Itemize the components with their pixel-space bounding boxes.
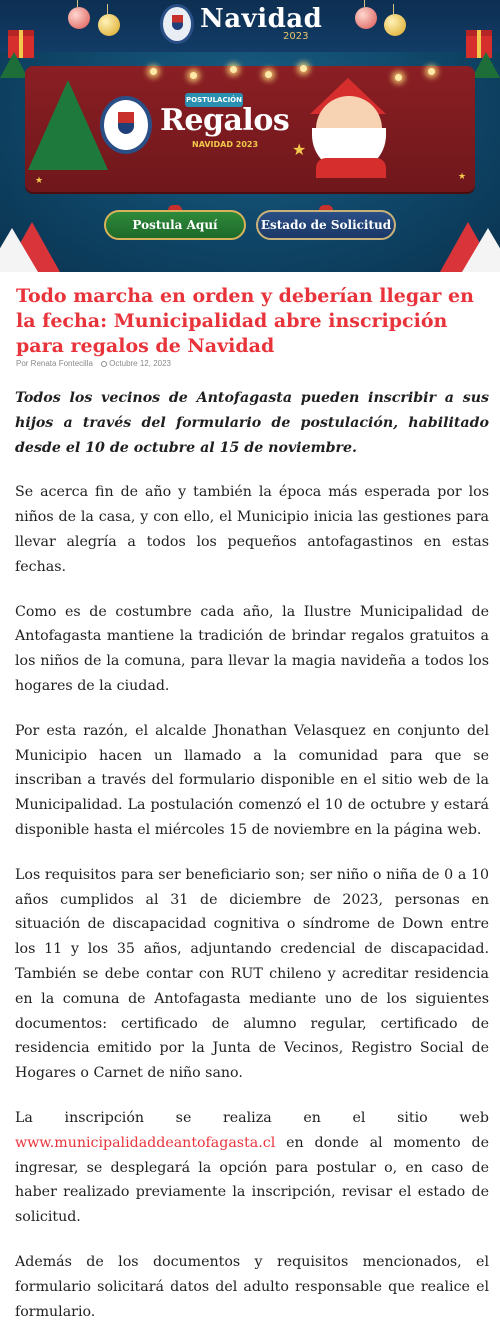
string-lights [0,62,500,82]
santa-body-icon [316,158,386,178]
ornament-icon [98,14,120,36]
ornament-icon [355,7,377,29]
article-paragraph: Por esta razón, el alcalde Jhonathan Velasquez en conjunto del Municipio hacen un llamado a la comunidad para que se inscriban a través del formulario disponible en el sitio web de la Municipalidad. La postulación comenzó el 10 de octubre y estará disponible hasta el miércoles 15 de noviembre en la página web. [15,722,489,838]
article-paragraph: Se acerca fin de año y también la época más esperada por los niños de la casa, y con ello, el Municipio inicia las gestiones para llevar alegría a todos los pequeños antofagastinos en estas fechas. [15,484,489,575]
corner-star-icon [462,228,500,272]
article-title: Todo marcha en orden y deberían llegar en la fecha: Municipalidad abre inscripción para regalos de Navidad [16,285,474,357]
banner-header-title: Navidad [200,4,323,34]
ornament-icon [68,7,90,29]
sparkle-icon: ★ [458,172,467,182]
article-paragraph: Los requisitos para ser beneficiario son; ser niño o niña de 0 a 10 años cumplidos al 31 de diciembre de 2023, personas en situación de discapacidad cognitiva o síndrome de Down entre los 11 y los 35 años, adjuntando credencial de discapacidad. También se debe contar con RUT chileno y acreditar residencia en la comuna de Antofagasta mediante uno de los siguientes documentos: certificado de alumno regular, certificado de residencia emitido por la Junta de Vecinos, Registro Social de Hogares o Carnet de niño sano. [15,866,489,1082]
article-meta [16,359,171,368]
article-author[interactable]: Por Renata Fontecilla [16,359,93,368]
clock-icon [101,361,107,367]
municipality-seal [100,96,152,154]
municipality-website-link[interactable]: www.municipalidaddeantofagasta.cl [15,1134,276,1151]
municipality-logo [160,4,194,44]
estado-solicitud-button[interactable]: Estado de Solicitud [256,210,396,240]
regalos-subtitle: NAVIDAD 2023 [192,140,259,149]
postula-aqui-button[interactable]: Postula Aquí [104,210,246,240]
article-lead: Todos los vecinos de Antofagasta pueden inscribir a sus hijos a través del formulario de postulación, habilitado desde el 10 de octubre al 15 de noviembre. [15,390,489,456]
article-paragraph [15,1106,489,1230]
article-paragraph: Como es de costumbre cada año, la Ilustre Municipalidad de Antofagasta mantiene la tradición de brindar regalos gratuitos a los niños de la comuna, para llevar la magia navideña a todos los hogares de la ciudad. [15,603,489,694]
navidad-banner [0,0,500,272]
regalos-title: Regalos [160,103,290,138]
article-paragraph: Además de los documentos y requisitos mencionados, el formulario solicitará datos del adulto responsable que realice el formulario. [15,1253,489,1320]
banner-header-year: 2023 [283,31,309,42]
article-body [15,386,489,1344]
article-date: Octubre 12, 2023 [109,359,171,368]
sparkle-icon: ★ [35,176,44,186]
paragraph-text: La inscripción se realiza en el sitio web [15,1109,489,1126]
sparkle-icon: ★ [292,140,307,159]
ornament-icon [384,14,406,36]
christmas-tree-icon [28,80,108,170]
postulacion-ribbon: POSTULACIÓN [185,93,243,107]
corner-star-icon [0,228,38,272]
paragraph-text: en donde al momento de ingresar, se desplegará la opción para postular o, en caso de haber realizado previamente la inscripción, revisar el estado de solicitud. [15,1134,489,1226]
